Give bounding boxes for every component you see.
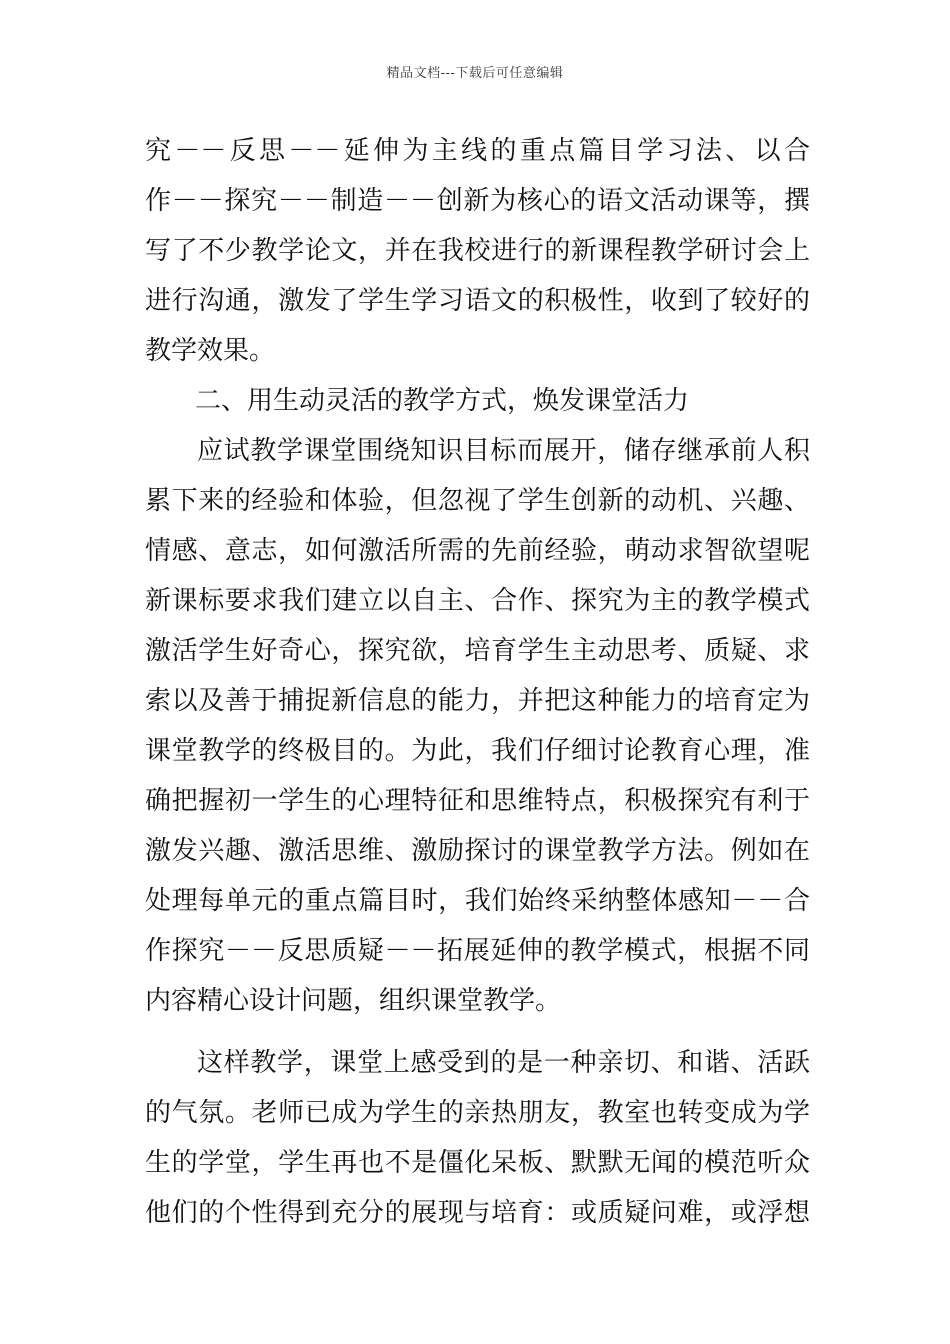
page-header: 精品文档---下载后可任意编辑 [386, 66, 564, 81]
text-line: 生的学堂，学生再也不是僵化呆板、默默无闻的模范听众 [145, 1148, 810, 1178]
text-line: 处理每单元的重点篇目时，我们始终采纳整体感知－－合 [145, 886, 810, 916]
text-line: 究－－反思－－延伸为主线的重点篇目学习法、以合 [145, 136, 810, 166]
section-heading: 二、用生动灵活的教学方式，焕发课堂活力 [195, 386, 690, 416]
text-line: 激发兴趣、激活思维、激励探讨的课堂教学方法。例如在 [145, 836, 810, 866]
text-line: 应试教学课堂围绕知识目标而展开，储存继承前人积 [197, 436, 810, 466]
text-line: 内容精心设计问题，组织课堂教学。 [145, 986, 562, 1016]
text-line: 进行沟通，激发了学生学习语文的积极性，收到了较好的 [145, 286, 810, 316]
text-line: 的气氛。老师已成为学生的亲热朋友，教室也转变成为学 [145, 1098, 810, 1128]
text-line: 写了不少教学论文，并在我校进行的新课程教学研讨会上 [145, 236, 810, 266]
text-line: 新课标要求我们建立以自主、合作、探究为主的教学模式 [145, 586, 810, 616]
text-line: 情感、意志，如何激活所需的先前经验，萌动求智欲望呢 [145, 536, 810, 566]
text-line: 教学效果。 [145, 336, 276, 366]
text-line: 累下来的经验和体验，但忽视了学生创新的动机、兴趣、 [145, 486, 810, 516]
text-line: 确把握初一学生的心理特征和思维特点，积极探究有利于 [145, 786, 810, 816]
text-line: 索以及善于捕捉新信息的能力，并把这种能力的培育定为 [145, 686, 810, 716]
text-line: 激活学生好奇心，探究欲，培育学生主动思考、质疑、求 [145, 636, 810, 666]
text-line: 课堂教学的终极目的。为此，我们仔细讨论教育心理，准 [145, 736, 810, 766]
document-body [145, 126, 810, 1238]
text-line: 作探究－－反思质疑－－拓展延伸的教学模式，根据不同 [145, 936, 810, 966]
text-line: 这样教学，课堂上感受到的是一种亲切、和谐、活跃 [197, 1048, 810, 1078]
text-line: 他们的个性得到充分的展现与培育：或质疑问难，或浮想 [145, 1198, 810, 1228]
text-line: 作－－探究－－制造－－创新为核心的语文活动课等，撰 [145, 186, 810, 216]
